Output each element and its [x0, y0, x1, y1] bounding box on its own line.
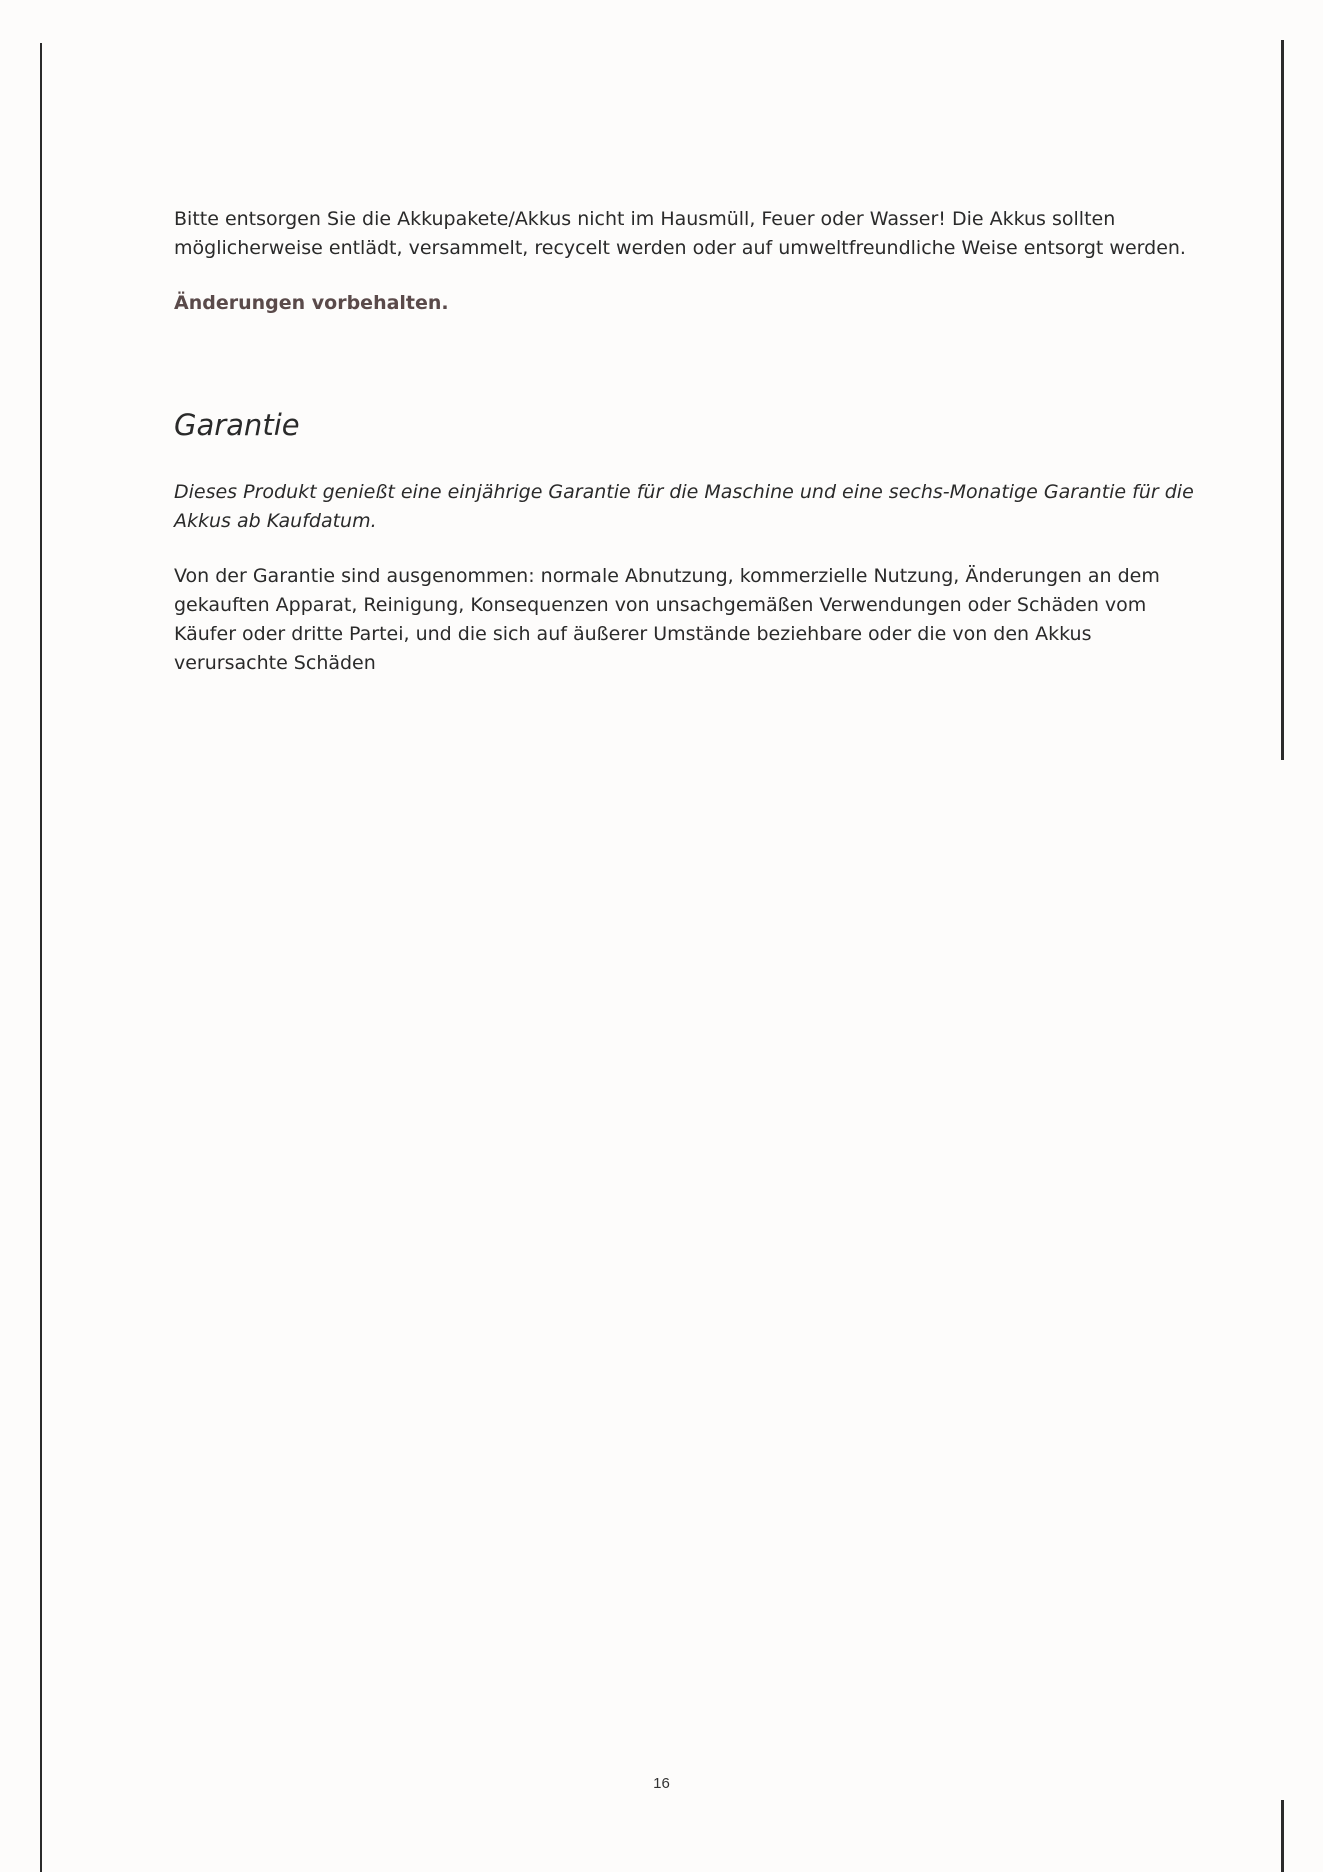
section-heading-garantie: Garantie [174, 408, 300, 442]
right-margin-line-top [1281, 40, 1284, 760]
page-number: 16 [653, 1775, 670, 1792]
right-margin-line-bottom [1281, 1800, 1284, 1872]
disposal-paragraph: Bitte entsorgen Sie die Akkupakete/Akkus nicht im Hausmüll, Feuer oder Wasser! Die Akkus sollten möglicherweise entlädt, versammelt, recycelt werden oder auf umweltfreundliche Weise entsorgt werden. [174, 208, 1186, 259]
warranty-paragraph-1: Dieses Produkt genießt eine einjährige Garantie für die Maschine und eine sechs-Monatige Garantie für die Akkus ab Kaufdatum. [174, 481, 1194, 532]
warranty-paragraph-2: Von der Garantie sind ausgenommen: normale Abnutzung, kommerzielle Nutzung, Änderungen an dem gekauften Apparat, Reinigung, Konsequenzen von unsachgemäßen Verwendungen oder Schäden vom Käufer oder dritte Partei, und die sich auf äußerer Umstände beziehbare oder die von den Akkus verursachte Schäden [174, 565, 1160, 674]
changes-notice: Änderungen vorbehalten. [174, 292, 449, 314]
left-margin-line [40, 43, 42, 1872]
page-content [174, 205, 1194, 678]
